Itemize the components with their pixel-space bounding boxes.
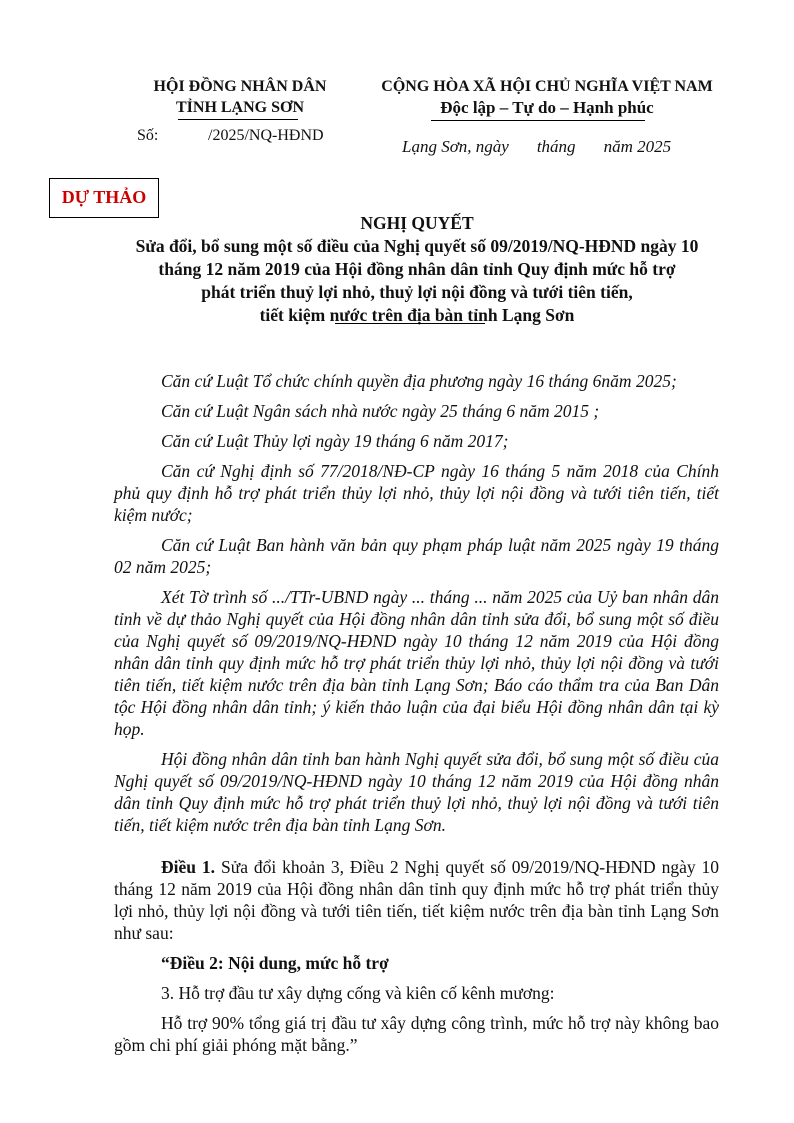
title-heading: NGHỊ QUYẾT: [360, 213, 474, 233]
resolution-title: [100, 212, 734, 327]
preamble-paragraph: Căn cứ Luật Thủy lợi ngày 19 tháng 6 năm 2017;: [161, 431, 509, 451]
national-title: [352, 76, 742, 118]
preamble-paragraph: Hội đồng nhân dân tỉnh ban hành Nghị quyết sửa đổi, bổ sung một số điều của Nghị quyết số 09/2019/NQ-HĐND ngày 10 tháng 12 năm 2019 của Hội đồng nhân dân tỉnh Quy định mức hỗ trợ phát triển thuỷ lợi nhỏ, thuỷ lợi nội đồng và tưới tiên tiến, tiết kiệm nước trên địa bàn tỉnh Lạng Sơn.: [114, 749, 719, 835]
authority-line-2: TỈNH LẠNG SƠN: [175, 99, 305, 116]
title-underline: [335, 323, 485, 324]
title-line-3: phát triển thuỷ lợi nhỏ, thuỷ lợi nội đồng và tưới tiên tiến,: [201, 282, 633, 302]
article-1-label: Điều 1.: [161, 857, 216, 877]
date-month: tháng: [536, 137, 576, 156]
article-1-paragraph: [114, 856, 719, 944]
motto-underline: [431, 120, 645, 121]
date-year: năm 2025: [603, 137, 672, 156]
title-line-2: tháng 12 năm 2019 của Hội đồng nhân dân tỉnh Quy định mức hỗ trợ: [158, 259, 676, 279]
preamble-paragraph: Căn cứ Luật Ban hành văn bản quy phạm pháp luật năm 2025 ngày 19 tháng 02 năm 2025;: [114, 535, 719, 577]
preamble-paragraph: Căn cứ Nghị định số 77/2018/NĐ-CP ngày 16 tháng 5 năm 2018 của Chính phủ quy định hỗ trợ phát triển thủy lợi nhỏ, thủy lợi nội đồng và tưới tiên tiến, tiết kiệm nước;: [114, 461, 719, 525]
document-body: [114, 370, 719, 1056]
preamble-paragraph: Căn cứ Luật Ngân sách nhà nước ngày 25 tháng 6 năm 2015 ;: [161, 401, 600, 421]
quoted-article-heading: “Điều 2: Nội dung, mức hỗ trợ: [161, 953, 389, 973]
article-1-text: Sửa đổi khoản 3, Điều 2 Nghị quyết số 09/2019/NQ-HĐND ngày 10 tháng 12 năm 2019 của Hội đồng nhân dân tỉnh quy định mức hỗ trợ phát triển thủy lợi nhỏ, thủy lợi nội đồng và tưới tiên tiến, tiết kiệm nước trên địa bàn tỉnh Lạng Sơn như sau:: [114, 857, 720, 943]
clause-3-detail: Hỗ trợ 90% tổng giá trị đầu tư xây dựng công trình, mức hỗ trợ này không bao gồm chi phí giải phóng mặt bằng.”: [114, 1013, 719, 1055]
preamble-paragraph: Căn cứ Luật Tổ chức chính quyền địa phương ngày 16 tháng 6năm 2025;: [161, 371, 677, 391]
title-line-1: Sửa đổi, bổ sung một số điều của Nghị quyết số 09/2019/NQ-HĐND ngày 10: [135, 236, 699, 256]
national-motto: Độc lập – Tự do – Hạnh phúc: [440, 98, 654, 117]
authority-line-1: HỘI ĐỒNG NHÂN DÂN: [153, 78, 327, 95]
issuing-authority: [110, 76, 370, 118]
preamble-paragraph: Xét Tờ trình số .../TTr-UBND ngày ... tháng ... năm 2025 của Uỷ ban nhân dân tỉnh về dự thảo Nghị quyết của Hội đồng nhân dân tỉnh sửa đổi, bổ sung một số điều của Nghị quyết số 09/2019/NQ-HĐND ngày 10 tháng 12 năm 2019 của Hội đồng nhân dân tỉnh quy định mức hỗ trợ phát triển thủy lợi nhỏ, thủy lợi nội đồng và tưới tiên tiến, tiết kiệm nước trên địa bàn tỉnh Lạng Sơn; Báo cáo thẩm tra của Ban Dân tộc Hội đồng nhân dân tỉnh; ý kiến thảo luận của đại biểu Hội đồng nhân dân tại kỳ họp.: [114, 587, 719, 739]
clause-3: 3. Hỗ trợ đầu tư xây dựng cống và kiên cố kênh mương:: [161, 983, 555, 1003]
document-number-label: Số:: [137, 127, 159, 144]
authority-underline: [178, 119, 298, 120]
date-place: Lạng Sơn, ngày: [402, 137, 509, 156]
document-number: /2025/NQ-HĐND: [208, 127, 324, 144]
place-date: [402, 137, 671, 157]
country-name: CỘNG HÒA XÃ HỘI CHỦ NGHĨA VIỆT NAM: [381, 78, 713, 95]
draft-stamp: DỰ THẢO: [49, 178, 159, 218]
title-line-4: tiết kiệm nước trên địa bàn tỉnh Lạng Sơn: [259, 305, 575, 325]
